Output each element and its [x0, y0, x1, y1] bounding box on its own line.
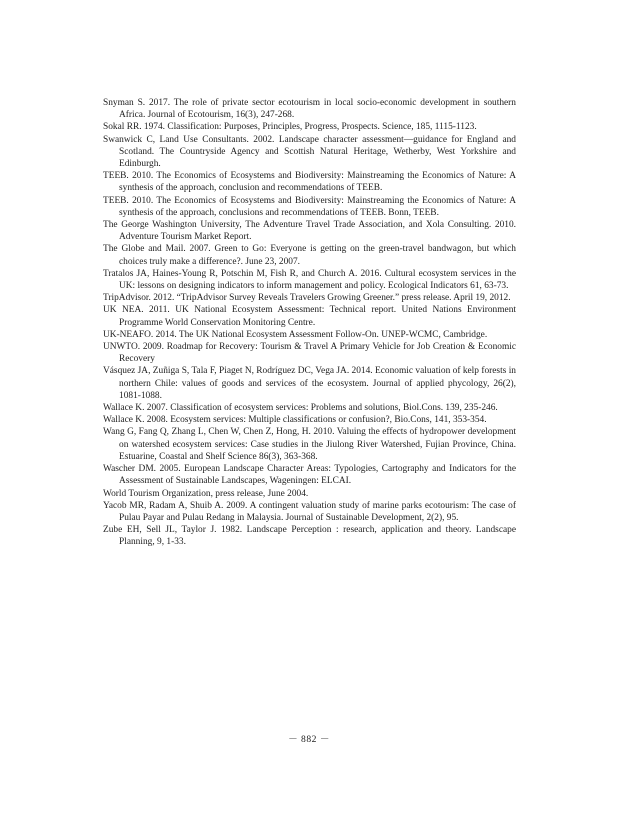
reference-entry: UK NEA. 2011. UK National Ecosystem Assessment: Technical report. United Nations Environment Programme World Conservation Monitoring Centre. — [103, 305, 516, 328]
reference-entry: The Globe and Mail. 2007. Green to Go: Everyone is getting on the green-travel bandwagon, but which choices truly make a difference?. June 23, 2007. — [103, 244, 516, 267]
reference-entry: UNWTO. 2009. Roadmap for Recovery: Tourism & Travel A Primary Vehicle for Job Creation & Economic Recovery — [103, 342, 516, 365]
reference-entry: UK-NEAFO. 2014. The UK National Ecosystem Assessment Follow-On. UNEP-WCMC, Cambridge. — [103, 329, 488, 340]
reference-entry: Swanwick C, Land Use Consultants. 2002. Landscape character assessment—guidance for England and Scotland. The Countryside Agency and Scottish Natural Heritage, Wetherby, West Yorkshire and Edinburgh. — [103, 134, 516, 170]
reference-list — [103, 97, 516, 549]
reference-entry: TEEB. 2010. The Economics of Ecosystems and Biodiversity: Mainstreaming the Economics of Nature: A synthesis of the approach, conclusions and recommendations of TEEB. Bonn, TEEB. — [103, 195, 516, 218]
reference-entry: Wang G, Fang Q, Zhang L, Chen W, Chen Z, Hong, H. 2010. Valuing the effects of hydropower development on watershed ecosystem services: Case studies in the Jiulong River Watershed, Fujian Province, China. Estuarine, Coastal and Shelf Science 86(3), 363-368. — [103, 427, 516, 462]
reference-entry: Vásquez JA, Zuñiga S, Tala F, Piaget N, Rodríguez DC, Vega JA. 2014. Economic valuation of kelp forests in northern Chile: values of goods and services of the ecosystem. Journal of applied phycology, 26(2), 1081-1088. — [103, 366, 516, 401]
reference-entry: Snyman S. 2017. The role of private sector ecotourism in local socio-economic development in southern Africa. Journal of Ecotourism, 16(3), 247-268. — [103, 98, 516, 121]
reference-entry: Zube EH, Sell JL, Taylor J. 1982. Landscape Perception : research, application and theory. Landscape Planning, 9, 1-33. — [103, 525, 516, 548]
reference-entry: Wallace K. 2008. Ecosystem services: Multiple classifications or confusion?, Bio.Cons, 141, 353-354. — [103, 415, 487, 426]
page-number: － 882 － — [288, 734, 330, 745]
reference-entry: The George Washington University, The Adventure Travel Trade Association, and Xola Consulting. 2010. Adventure Tourism Market Report. — [103, 220, 516, 243]
reference-entry: TEEB. 2010. The Economics of Ecosystems and Biodiversity: Mainstreaming the Economics of Nature: A synthesis of the approach, conclusion and recommendations of TEEB. — [103, 171, 516, 194]
reference-entry: TripAdvisor. 2012. “TripAdvisor Survey Reveals Travelers Growing Greener.” press release. April 19, 2012. — [103, 293, 511, 304]
reference-entry: Tratalos JA, Haines-Young R, Potschin M, Fish R, and Church A. 2016. Cultural ecosystem services in the UK: lessons on designing indicators to inform management and policy. Ecological Indicators 61, 63-73. — [103, 268, 516, 292]
reference-entry: Yacob MR, Radam A, Shuib A. 2009. A contingent valuation study of marine parks ecotourism: The case of Pulau Payar and Pulau Redang in Malaysia. Journal of Sustainable Development, 2(2), 95. — [103, 500, 516, 523]
reference-entry: Sokal RR. 1974. Classification: Purposes, Principles, Progress, Prospects. Science, 185, 1115-1123. — [103, 122, 477, 133]
reference-entry: Wallace K. 2007. Classification of ecosystem services: Problems and solutions, Biol.Cons. 139, 235-246. — [103, 403, 498, 414]
reference-entry: World Tourism Organization, press release, June 2004. — [103, 488, 309, 499]
reference-entry: Wascher DM. 2005. European Landscape Character Areas: Typologies, Cartography and Indicators for the Assessment of Sustainable Landscapes, Wageningen: ELCAI. — [103, 464, 516, 487]
